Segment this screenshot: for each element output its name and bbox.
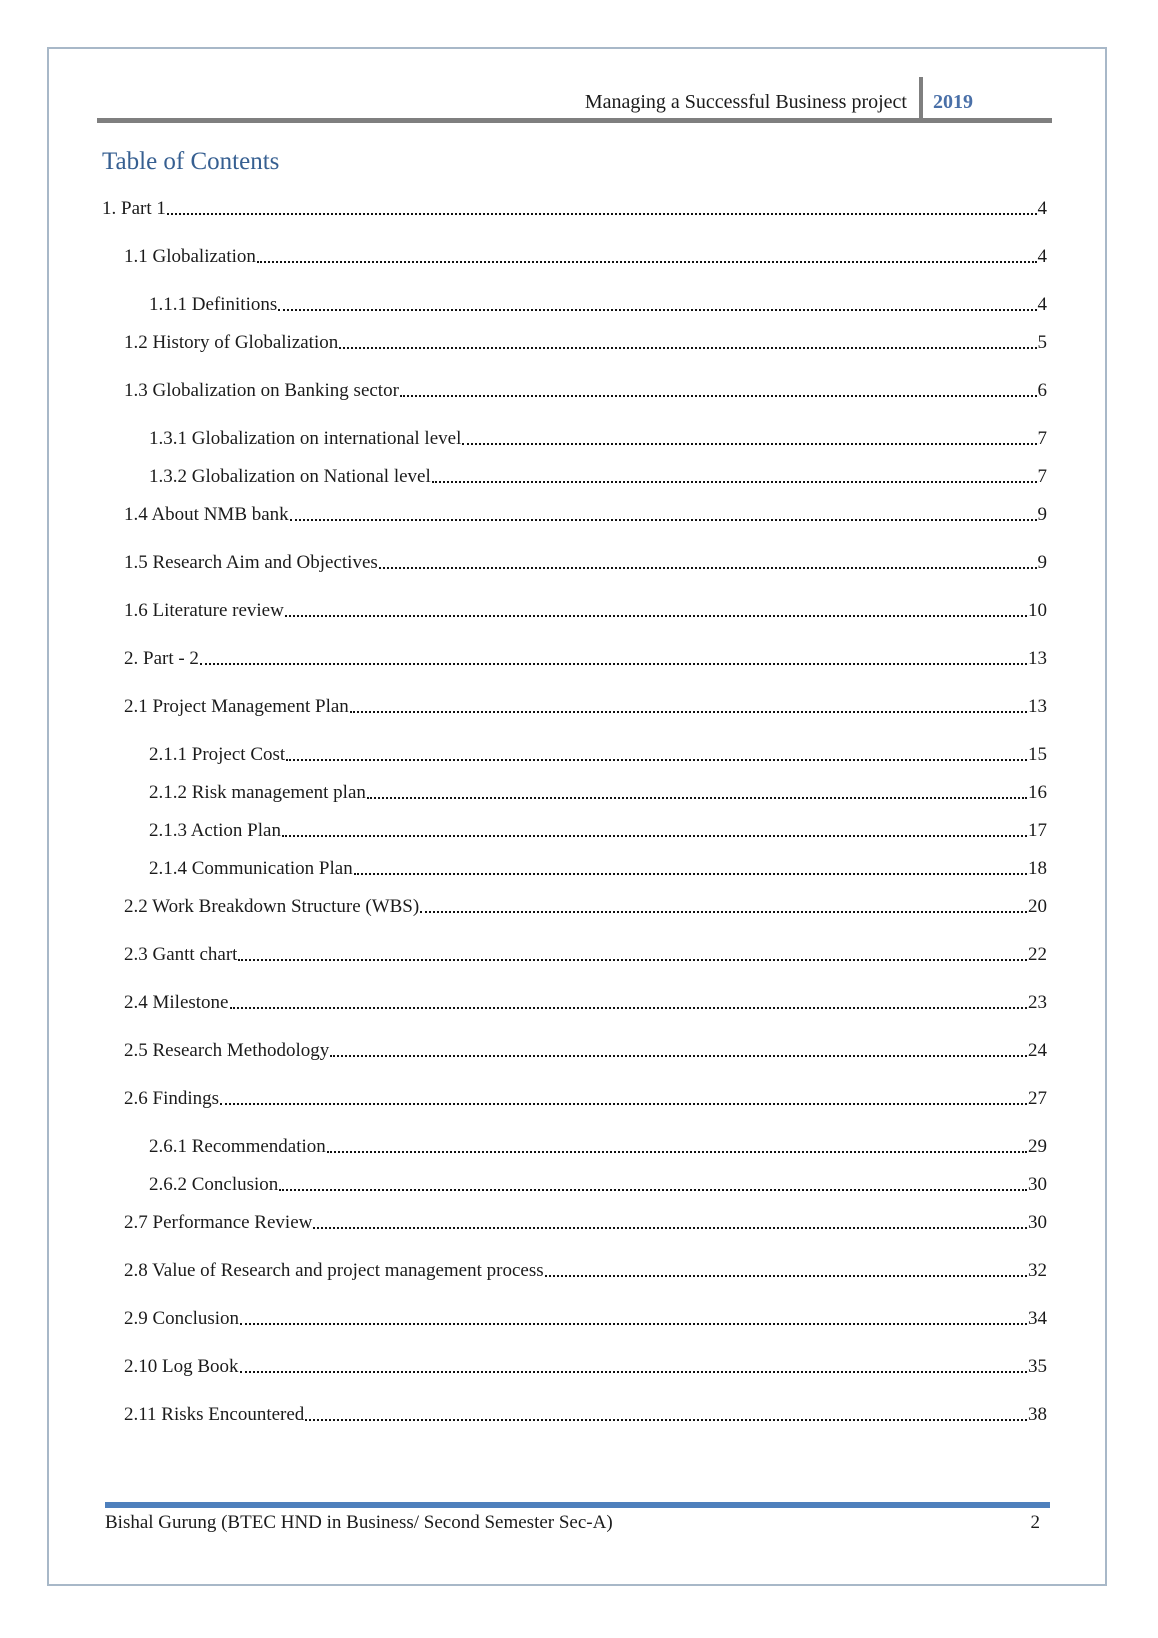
toc-entry-page-number: 30 xyxy=(1028,1212,1047,1233)
toc-entry-page-number: 24 xyxy=(1028,1040,1047,1061)
toc-dot-leader xyxy=(432,481,1037,483)
toc-entry-label: 1.4 About NMB bank xyxy=(124,504,289,525)
toc-entry-label: 2.3 Gantt chart xyxy=(124,944,238,965)
toc-entry xyxy=(149,745,1047,764)
toc-entry-label: 2.8 Value of Research and project management process xyxy=(124,1260,544,1281)
header-horizontal-rule xyxy=(97,118,1052,123)
toc-dot-leader xyxy=(330,1055,1027,1057)
toc-entry xyxy=(124,1357,1047,1376)
toc-entry xyxy=(149,429,1047,448)
toc-entry-page-number: 29 xyxy=(1028,1136,1047,1157)
toc-entry xyxy=(124,1309,1047,1328)
toc-dot-leader xyxy=(285,615,1027,617)
toc-entry-label: 1. Part 1 xyxy=(102,198,166,219)
toc-dot-leader xyxy=(367,797,1027,799)
footer-row xyxy=(105,1513,1050,1533)
toc-dot-leader xyxy=(327,1151,1027,1153)
toc-dot-leader xyxy=(220,1103,1027,1105)
toc-dot-leader xyxy=(282,835,1027,837)
toc-entry xyxy=(124,505,1047,524)
toc-dot-leader xyxy=(278,309,1036,311)
toc-entry xyxy=(124,993,1047,1012)
toc-dot-leader xyxy=(290,519,1037,521)
toc-entry-page-number: 32 xyxy=(1028,1260,1047,1281)
header-title: Managing a Successful Business project xyxy=(584,91,907,113)
toc-entry xyxy=(124,381,1047,400)
toc-entry xyxy=(124,1405,1047,1424)
toc-entry-label: 2.7 Performance Review xyxy=(124,1212,313,1233)
toc-entry-page-number: 9 xyxy=(1037,504,1047,525)
header-year: 2019 xyxy=(933,91,973,113)
toc-entry-label: 1.5 Research Aim and Objectives xyxy=(124,552,378,573)
toc-dot-leader xyxy=(167,213,1037,215)
page-footer xyxy=(105,1502,1050,1533)
toc-entry-label: 2.11 Risks Encountered xyxy=(124,1404,305,1425)
toc-dot-leader xyxy=(350,711,1027,713)
toc-entry xyxy=(124,553,1047,572)
toc-entry-label: 2.1.4 Communication Plan xyxy=(149,858,353,879)
toc-entry-page-number: 7 xyxy=(1037,428,1047,449)
toc-dot-leader xyxy=(462,443,1036,445)
toc-dot-leader xyxy=(354,873,1027,875)
toc-entry-label: 1.3 Globalization on Banking sector xyxy=(124,380,399,401)
toc-dot-leader xyxy=(200,663,1027,665)
toc-entry-label: 2. Part - 2 xyxy=(124,648,199,669)
toc-entry-page-number: 9 xyxy=(1037,552,1047,573)
toc-entry-page-number: 4 xyxy=(1037,294,1047,315)
toc-entry-page-number: 4 xyxy=(1037,246,1047,267)
toc-entry-label: 2.5 Research Methodology xyxy=(124,1040,330,1061)
toc-entry-label: 2.6 Findings xyxy=(124,1088,220,1109)
footer-author-line: Bishal Gurung (BTEC HND in Business/ Second Semester Sec-A) xyxy=(105,1512,613,1533)
toc-entry-label: 1.3.2 Globalization on National level xyxy=(149,466,431,487)
toc-dot-leader xyxy=(230,1007,1028,1009)
toc-entry-page-number: 7 xyxy=(1037,466,1047,487)
toc-entry xyxy=(102,199,1047,218)
toc-dot-leader xyxy=(305,1419,1027,1421)
toc-entry xyxy=(149,859,1047,878)
toc-entry-label: 2.1.1 Project Cost xyxy=(149,744,286,765)
toc-entry-label: 2.1 Project Management Plan xyxy=(124,696,349,717)
toc-heading: Table of Contents xyxy=(102,148,280,175)
toc-entry xyxy=(124,333,1047,352)
toc-entry-page-number: 38 xyxy=(1028,1404,1047,1425)
toc-entry-page-number: 20 xyxy=(1028,896,1047,917)
toc-dot-leader xyxy=(286,759,1027,761)
toc-entry-label: 1.1 Globalization xyxy=(124,246,256,267)
toc-entry-label: 1.2 History of Globalization xyxy=(124,332,339,353)
toc-entry-page-number: 23 xyxy=(1028,992,1047,1013)
toc-entry-label: 2.6.1 Recommendation xyxy=(149,1136,326,1157)
header-separator-line xyxy=(919,77,923,123)
toc-dot-leader xyxy=(257,261,1037,263)
toc-list xyxy=(102,199,1047,1424)
toc-entry xyxy=(124,1213,1047,1232)
toc-entry-page-number: 4 xyxy=(1037,198,1047,219)
page-content xyxy=(49,80,1105,1424)
toc-entry xyxy=(149,783,1047,802)
toc-dot-leader xyxy=(240,1323,1027,1325)
toc-entry-label: 2.1.2 Risk management plan xyxy=(149,782,366,803)
toc-entry-page-number: 5 xyxy=(1037,332,1047,353)
toc-entry-page-number: 34 xyxy=(1028,1308,1047,1329)
toc-entry-label: 1.6 Literature review xyxy=(124,600,284,621)
toc-entry xyxy=(124,945,1047,964)
toc-entry xyxy=(124,897,1047,916)
toc-entry xyxy=(124,601,1047,620)
toc-entry-page-number: 13 xyxy=(1028,648,1047,669)
toc-dot-leader xyxy=(238,959,1027,961)
toc-entry xyxy=(149,1137,1047,1156)
toc-entry-label: 2.2 Work Breakdown Structure (WBS) xyxy=(124,896,420,917)
toc-entry-page-number: 13 xyxy=(1028,696,1047,717)
toc-entry-label: 2.9 Conclusion xyxy=(124,1308,240,1329)
document-page xyxy=(47,47,1107,1586)
toc-entry-page-number: 35 xyxy=(1028,1356,1047,1377)
toc-entry xyxy=(149,1175,1047,1194)
toc-entry-page-number: 22 xyxy=(1028,944,1047,965)
toc-dot-leader xyxy=(379,567,1037,569)
toc-entry xyxy=(149,295,1047,314)
toc-entry xyxy=(124,1041,1047,1060)
toc-entry-page-number: 6 xyxy=(1037,380,1047,401)
toc-entry-label: 1.1.1 Definitions xyxy=(149,294,278,315)
toc-dot-leader xyxy=(240,1371,1027,1373)
toc-entry xyxy=(124,1089,1047,1108)
toc-entry-label: 2.1.3 Action Plan xyxy=(149,820,281,841)
toc-dot-leader xyxy=(339,347,1036,349)
toc-entry xyxy=(124,247,1047,266)
toc-dot-leader xyxy=(313,1227,1027,1229)
toc-entry-page-number: 17 xyxy=(1028,820,1047,841)
toc-entry-page-number: 15 xyxy=(1028,744,1047,765)
toc-entry-page-number: 18 xyxy=(1028,858,1047,879)
toc-dot-leader xyxy=(400,395,1037,397)
page-header xyxy=(102,80,1047,114)
toc-entry xyxy=(149,821,1047,840)
footer-page-number: 2 xyxy=(1030,1512,1040,1533)
toc-entry-page-number: 10 xyxy=(1028,600,1047,621)
toc-entry xyxy=(124,697,1047,716)
toc-entry xyxy=(124,649,1047,668)
toc-entry-page-number: 30 xyxy=(1028,1174,1047,1195)
toc-dot-leader xyxy=(420,911,1027,913)
footer-bar xyxy=(105,1502,1050,1508)
toc-entry-page-number: 27 xyxy=(1028,1088,1047,1109)
toc-entry xyxy=(124,1261,1047,1280)
toc-entry-label: 1.3.1 Globalization on international level xyxy=(149,428,462,449)
toc-entry xyxy=(149,467,1047,486)
toc-dot-leader xyxy=(545,1275,1027,1277)
toc-entry-label: 2.6.2 Conclusion xyxy=(149,1174,279,1195)
toc-dot-leader xyxy=(279,1189,1027,1191)
toc-entry-label: 2.4 Milestone xyxy=(124,992,229,1013)
toc-entry-label: 2.10 Log Book xyxy=(124,1356,239,1377)
toc-entry-page-number: 16 xyxy=(1028,782,1047,803)
